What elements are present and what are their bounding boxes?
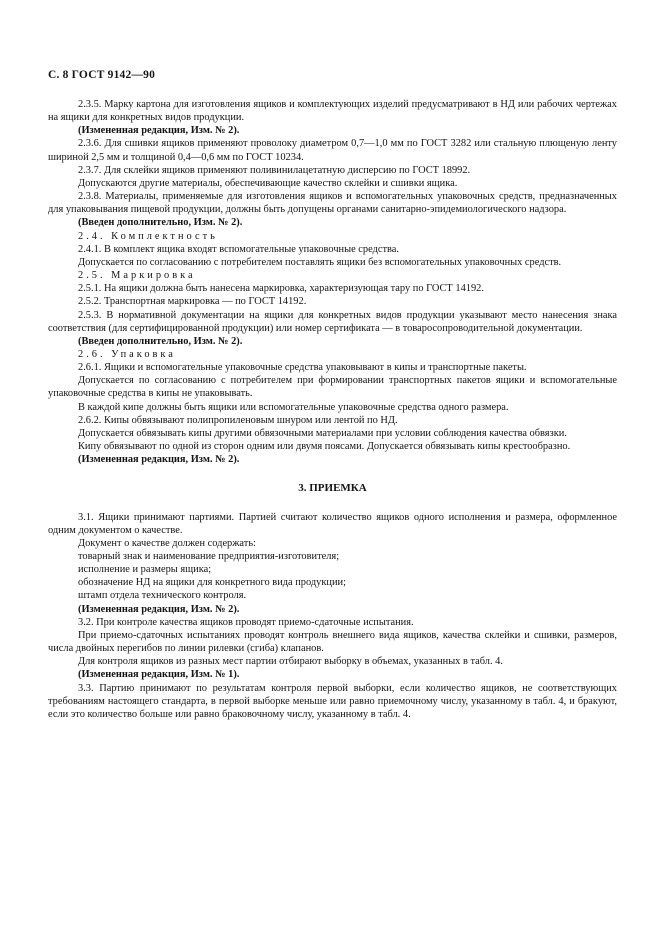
amendment-note: (Измененная редакция, Изм. № 2). [78, 603, 240, 615]
clause-3-1: 3.1. Ящики принимают партиями. Партией считают количество ящиков одного исполнения и размера, оформленное одним документом о качестве. [48, 511, 617, 536]
amendment-note: (Введен дополнительно, Изм. № 2). [78, 217, 243, 229]
paragraph: При приемо-сдаточных испытаниях проводят контроль внешнего вида ящиков, качества склейки и сшивки, размеров, числа двойных перегибов по линии рилевки (сгиба) клапанов. [48, 629, 617, 655]
list-item: товарный знак и наименование предприятия-изготовителя; [78, 551, 340, 562]
paragraph: Допускается по согласованию с потребителем при формировании транспортных пакетов ящики и вспомогательные упаковочные средства в кипы не упаковывать. [48, 375, 617, 400]
list-item: исполнение и размеры ящика; [78, 564, 212, 576]
paragraph: Допускаются другие материалы, обеспечивающие качество склейки и сшивки ящика. [78, 177, 458, 189]
clause-2-3-8: 2.3.8. Материалы, применяемые для изготовления ящиков и вспомогательных упаковочных средств, предназначенных для упаковывания пищевой продукции, должны быть допущены органами санитарно-эпидемиологического надзора. [48, 191, 617, 216]
clause-2-3-6: 2.3.6. Для сшивки ящиков применяют проволоку диаметром 0,7—1,0 мм по ГОСТ 3282 или стальную плющеную ленту шириной 2,5 мм и толщиной 0,4—0,6 мм по ГОСТ 10234. [48, 138, 617, 163]
amendment-note: (Измененная редакция, Изм. № 1). [78, 669, 240, 681]
clause-2-3-7: 2.3.7. Для склейки ящиков применяют поливинилацетатную дисперсию по ГОСТ 18992. [78, 164, 471, 176]
paragraph: Кипу обвязывают по одной из сторон одним или двумя поясами. Допускается обвязывать кипы крестообразно. [78, 441, 571, 453]
clause-3-2: 3.2. При контроле качества ящиков проводят приемо-сдаточные испытания. [78, 616, 414, 628]
amendment-note: (Введен дополнительно, Изм. № 2). [78, 335, 243, 347]
document-body [48, 98, 617, 721]
list-item: обозначение НД на ящики для конкретного вида продукции; [78, 577, 346, 589]
clause-2-6-2: 2.6.2. Кипы обвязывают полипропиленовым шнуром или лентой по НД. [78, 414, 398, 426]
amendment-note: (Измененная редакция, Изм. № 2). [78, 125, 240, 137]
clause-2-5-1: 2.5.1. На ящики должна быть нанесена маркировка, характеризующая тару по ГОСТ 14192. [78, 283, 484, 295]
paragraph: Допускается по согласованию с потребителем поставлять ящики без вспомогательных упаковочных средств. [78, 256, 562, 268]
clause-2-6-1: 2.6.1. Ящики и вспомогательные упаковочные средства упаковывают в кипы и транспортные пакеты. [78, 362, 527, 374]
clause-3-3: 3.3. Партию принимают по результатам контроля первой выборки, если количество ящиков, не соответствующих требованиям настоящего стандарта, в первой выборке меньше или равно приемочному числу, указанному в табл. 4, и бракуют, если это количество больше или равно браковочному числу, указанному в табл. 4. [48, 682, 617, 720]
clause-2-5-2: 2.5.2. Транспортная маркировка — по ГОСТ 14192. [78, 296, 307, 308]
page-header: С. 8 ГОСТ 9142—90 [48, 69, 156, 81]
subsection-heading-2-4: 2.4. Комплектность [78, 230, 218, 242]
subsection-heading-2-6: 2.6. Упаковка [78, 348, 176, 360]
clause-2-4-1: 2.4.1. В комплект ящика входят вспомогательные упаковочные средства. [78, 243, 399, 255]
paragraph: Допускается обвязывать кипы другими обвязочными материалами при условии соблюдения качества обвязки. [78, 427, 567, 439]
amendment-note: (Измененная редакция, Изм. № 2). [78, 454, 240, 466]
clause-2-3-5: 2.3.5. Марку картона для изготовления ящиков и комплектующих изделий предусматривают в НД или рабочих чертежах на ящики для конкретных видов продукции. [48, 99, 617, 124]
subsection-heading-2-5: 2.5. Маркировка [78, 270, 196, 282]
paragraph: Для контроля ящиков из разных мест партии отбирают выборку в объемах, указанных в табл. 4. [78, 656, 503, 668]
clause-2-5-3: 2.5.3. В нормативной документации на ящики для конкретных видов продукции указывают место нанесения знака соответствия (для сертифицированной продукции) или номер сертификата — в товаросопроводительной документации. [48, 309, 617, 334]
paragraph: В каждой кипе должны быть ящики или вспомогательные упаковочные средства одного размера. [78, 401, 509, 413]
section-title-acceptance: 3. ПРИЕМКА [298, 482, 367, 495]
list-item: штамп отдела технического контроля. [78, 590, 247, 602]
paragraph: Документ о качестве должен содержать: [78, 537, 256, 549]
